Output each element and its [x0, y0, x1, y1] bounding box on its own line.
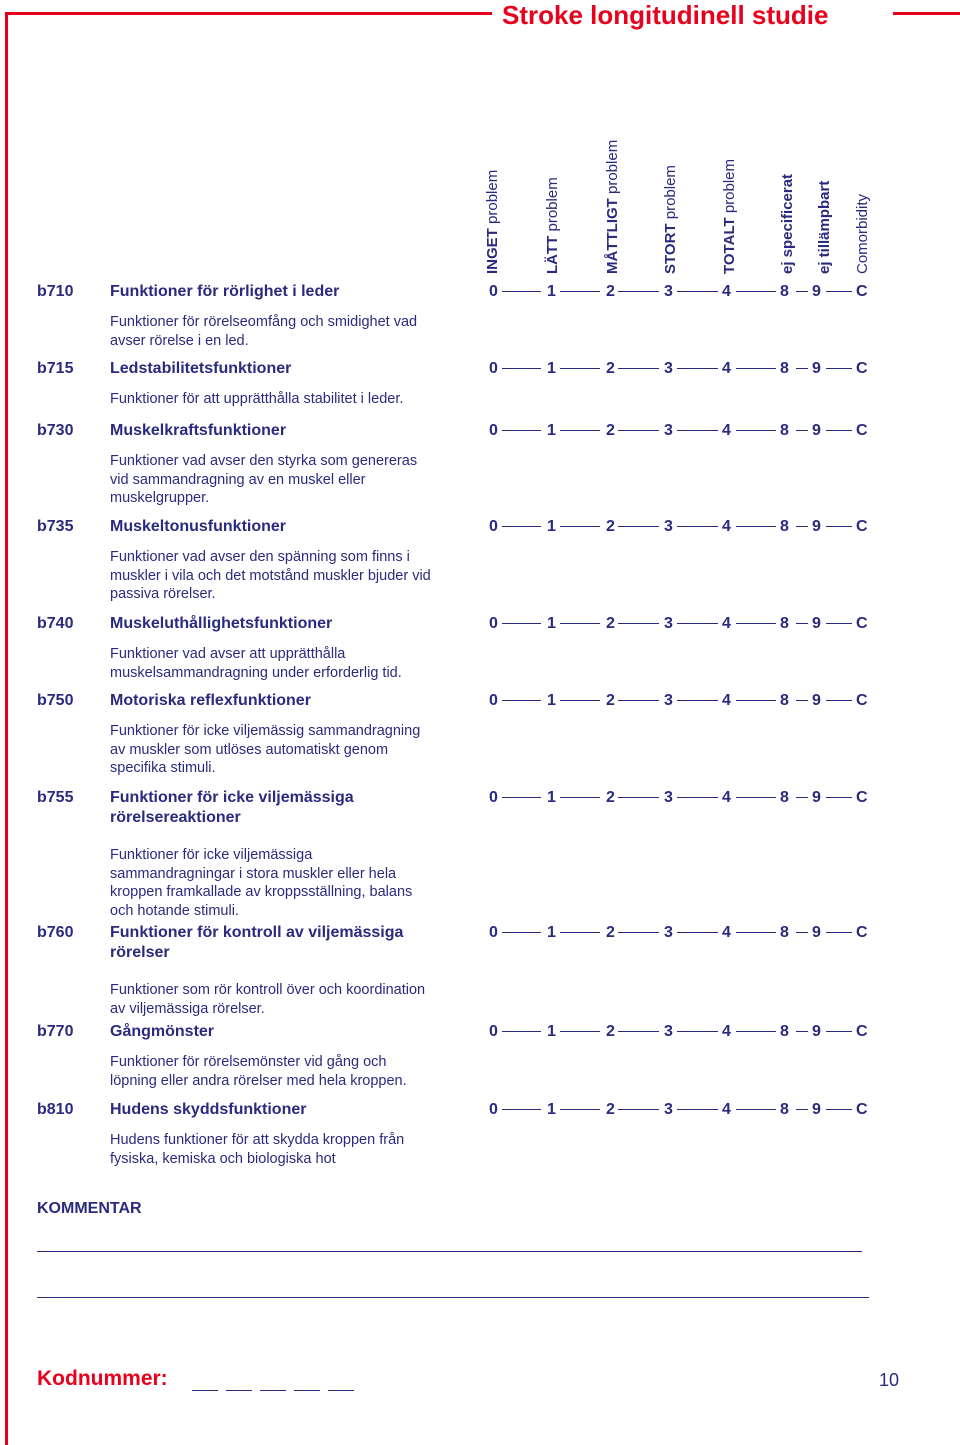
rating-scale: [0, 613, 868, 635]
code-number-blank-1[interactable]: [192, 1390, 218, 1391]
column-header-bold: STORT: [662, 223, 679, 274]
item-description: [110, 548, 470, 604]
rating-option[interactable]: 4: [722, 1101, 731, 1118]
scale-connector: [826, 623, 852, 624]
rating-option[interactable]: 9: [812, 1023, 821, 1040]
item-description-line: och hotande stimuli.: [110, 902, 239, 919]
scale-connector: [502, 368, 541, 369]
column-header-bold: ej specificerat: [779, 173, 796, 274]
column-header-rest: problem: [544, 177, 561, 236]
rating-scale: [0, 420, 868, 442]
rating-option[interactable]: 9: [812, 924, 821, 941]
scale-connector: [618, 1031, 659, 1032]
rating-option[interactable]: 0: [489, 283, 498, 300]
scale-connector: [826, 430, 852, 431]
rating-option[interactable]: 2: [606, 615, 615, 632]
scale-connector: [796, 700, 808, 701]
code-number-blank-2[interactable]: [226, 1390, 252, 1391]
rating-option[interactable]: 1: [547, 692, 556, 709]
rating-option[interactable]: 9: [812, 789, 821, 806]
rating-option[interactable]: 0: [489, 1023, 498, 1040]
rating-option[interactable]: 2: [606, 692, 615, 709]
column-header-bold: INGET: [484, 228, 501, 274]
code-number-blank-5[interactable]: [328, 1390, 354, 1391]
scale-connector: [826, 797, 852, 798]
rating-option[interactable]: 2: [606, 422, 615, 439]
scale-connector: [677, 526, 718, 527]
item-description-line: kroppen framkallade av kroppsställning, balans: [110, 884, 413, 900]
rating-option[interactable]: C: [856, 283, 868, 300]
item-description-line: passiva rörelser.: [110, 586, 216, 602]
scale-connector: [618, 1109, 659, 1110]
scale-connector: [826, 700, 852, 701]
rating-option[interactable]: 4: [722, 615, 731, 632]
rating-option[interactable]: 8: [780, 924, 789, 941]
item-code: b710: [37, 283, 74, 300]
rating-option[interactable]: C: [856, 789, 868, 806]
column-header-rest: problem: [604, 139, 621, 199]
rating-option[interactable]: 3: [664, 789, 673, 806]
rating-option[interactable]: 9: [812, 1101, 821, 1118]
item-description-line: Funktioner vad avser den spänning som finns i: [110, 549, 410, 565]
rating-option[interactable]: 3: [664, 518, 673, 535]
scale-connector: [736, 526, 776, 527]
rating-option[interactable]: 3: [664, 692, 673, 709]
rating-option[interactable]: 9: [812, 518, 821, 535]
rating-option[interactable]: 1: [547, 360, 556, 377]
scale-connector: [677, 368, 718, 369]
column-header: [778, 74, 798, 274]
rating-option[interactable]: 3: [664, 1101, 673, 1118]
rating-option[interactable]: 1: [547, 1101, 556, 1118]
rating-option[interactable]: C: [856, 692, 868, 709]
item-description: [110, 846, 470, 920]
comment-line-1[interactable]: [37, 1251, 862, 1252]
scale-connector: [618, 623, 659, 624]
item-description-line: muskelsammandragning under erforderlig tid.: [110, 664, 402, 681]
column-header: [603, 74, 623, 274]
item-description-line: Funktioner vad avser den styrka som genereras: [110, 453, 418, 469]
rating-scale: [0, 281, 868, 303]
column-header-rest: problem: [721, 158, 738, 218]
scale-connector: [736, 368, 776, 369]
rating-option[interactable]: 1: [547, 518, 556, 535]
frame-top-rule-right: [893, 12, 960, 15]
column-header-rest: problem: [484, 169, 501, 229]
rating-scale: [0, 690, 868, 712]
scale-connector: [502, 291, 541, 292]
item-code: b715: [37, 360, 74, 377]
rating-option[interactable]: 1: [547, 283, 556, 300]
item-description-line: löpning eller andra rörelser med hela kroppen.: [110, 1072, 407, 1089]
item-description-line: muskler i vila och det motstånd muskler bjuder vid: [110, 567, 431, 584]
rating-option[interactable]: 2: [606, 1101, 615, 1118]
scale-connector: [736, 932, 776, 933]
rating-scale: [0, 1021, 868, 1043]
column-header: [720, 74, 740, 274]
scale-connector: [826, 526, 852, 527]
rating-option[interactable]: 1: [547, 1023, 556, 1040]
item-description-line: vid sammandragning av en muskel eller: [110, 471, 366, 488]
item-code: b730: [37, 422, 74, 439]
item-code: b755: [37, 789, 74, 806]
rating-option[interactable]: 8: [780, 422, 789, 439]
scale-connector: [560, 700, 600, 701]
column-header: [815, 74, 835, 274]
rating-option[interactable]: 0: [489, 789, 498, 806]
item-description-line: Funktioner för rörelsemönster vid gång och: [110, 1054, 387, 1070]
rating-option[interactable]: 4: [722, 283, 731, 300]
column-header-rest: problem: [662, 165, 679, 224]
scale-connector: [618, 797, 659, 798]
rating-option[interactable]: 9: [812, 422, 821, 439]
item-code: b740: [37, 615, 74, 632]
rating-option[interactable]: C: [856, 615, 868, 632]
scale-connector: [560, 1109, 600, 1110]
code-number-label: Kodnummer:: [37, 1367, 168, 1390]
scale-connector: [677, 700, 718, 701]
rating-option[interactable]: 4: [722, 692, 731, 709]
rating-option[interactable]: 0: [489, 518, 498, 535]
rating-option[interactable]: 0: [489, 924, 498, 941]
scale-connector: [560, 291, 600, 292]
column-header-bold: TOTALT: [721, 217, 738, 274]
rating-option[interactable]: 8: [780, 692, 789, 709]
scale-connector: [560, 1031, 600, 1032]
scale-connector: [826, 932, 852, 933]
scale-connector: [560, 932, 600, 933]
rating-option[interactable]: 8: [780, 518, 789, 535]
column-header-bold: MÅTTLIGT: [604, 198, 621, 274]
item-code: b760: [37, 924, 74, 941]
scale-connector: [618, 430, 659, 431]
scale-connector: [796, 1109, 808, 1110]
rating-option[interactable]: 8: [780, 360, 789, 377]
rating-option[interactable]: 3: [664, 615, 673, 632]
scale-connector: [796, 368, 808, 369]
item-title: Funktioner för icke viljemässiga rörelsereaktioner: [110, 789, 354, 826]
comment-line-2[interactable]: [37, 1297, 869, 1298]
item-description-line: fysiska, kemiska och biologiska hot: [110, 1150, 336, 1167]
item-description: [110, 722, 470, 778]
rating-option[interactable]: 1: [547, 615, 556, 632]
scale-connector: [502, 1031, 541, 1032]
column-header: [543, 74, 563, 274]
rating-option[interactable]: 2: [606, 360, 615, 377]
rating-scale: [0, 922, 868, 944]
scale-connector: [736, 1109, 776, 1110]
item-title: Funktioner för kontroll av viljemässiga rörelser: [110, 924, 404, 961]
rating-option[interactable]: 8: [780, 283, 789, 300]
rating-option[interactable]: 2: [606, 518, 615, 535]
item-description: [110, 390, 470, 409]
code-number-blank-3[interactable]: [260, 1390, 286, 1391]
rating-option[interactable]: 1: [547, 422, 556, 439]
scale-connector: [677, 430, 718, 431]
scale-connector: [502, 797, 541, 798]
page-title: Stroke longitudinell studie: [502, 0, 829, 30]
rating-option[interactable]: C: [856, 518, 868, 535]
scale-connector: [826, 368, 852, 369]
rating-option[interactable]: C: [856, 924, 868, 941]
rating-option[interactable]: 3: [664, 283, 673, 300]
rating-option[interactable]: 2: [606, 1023, 615, 1040]
item-description: [110, 313, 470, 350]
scale-connector: [736, 700, 776, 701]
scale-connector: [796, 430, 808, 431]
item-description: [110, 452, 470, 508]
rating-option[interactable]: 2: [606, 789, 615, 806]
rating-option[interactable]: 9: [812, 615, 821, 632]
column-header: [661, 74, 681, 274]
rating-option[interactable]: 0: [489, 615, 498, 632]
item-description-line: muskelgrupper.: [110, 490, 210, 506]
item-title: Funktioner för rörlighet i leder: [110, 283, 340, 300]
rating-option[interactable]: 4: [722, 422, 731, 439]
item-title: Gångmönster: [110, 1023, 215, 1040]
rating-option[interactable]: 2: [606, 924, 615, 941]
rating-option[interactable]: 8: [780, 1101, 789, 1118]
item-title: Muskeluthållighetsfunktioner: [110, 615, 333, 632]
rating-option[interactable]: 9: [812, 360, 821, 377]
scale-connector: [560, 797, 600, 798]
scale-connector: [736, 623, 776, 624]
item-description-line: Funktioner som rör kontroll över och koordination: [110, 982, 426, 998]
rating-option[interactable]: 9: [812, 692, 821, 709]
rating-option[interactable]: 1: [547, 924, 556, 941]
item-title: Ledstabilitetsfunktioner: [110, 360, 292, 377]
scale-connector: [502, 526, 541, 527]
scale-connector: [502, 700, 541, 701]
rating-option[interactable]: 2: [606, 283, 615, 300]
scale-connector: [736, 797, 776, 798]
rating-option[interactable]: 1: [547, 789, 556, 806]
item-title: Muskeltonusfunktioner: [110, 518, 287, 535]
rating-option[interactable]: 4: [722, 360, 731, 377]
scale-connector: [736, 1031, 776, 1032]
scale-connector: [826, 1109, 852, 1110]
rating-option[interactable]: 3: [664, 1023, 673, 1040]
scale-connector: [618, 526, 659, 527]
item-description-line: Funktioner för rörelseomfång och smidighet vad: [110, 314, 418, 330]
rating-option[interactable]: 8: [780, 1023, 789, 1040]
column-header: [853, 74, 873, 274]
scale-connector: [560, 430, 600, 431]
item-code: b770: [37, 1023, 74, 1040]
item-description-line: av viljemässiga rörelser.: [110, 1000, 265, 1017]
column-header-bold: ej tillämpbart: [816, 180, 833, 274]
rating-scale: [0, 516, 868, 538]
column-header: [483, 74, 503, 274]
frame-top-rule-left: [5, 12, 492, 15]
scale-connector: [826, 1031, 852, 1032]
item-description-line: Funktioner för icke viljemässiga: [110, 847, 313, 863]
scale-connector: [796, 1031, 808, 1032]
scale-connector: [502, 430, 541, 431]
rating-option[interactable]: 4: [722, 518, 731, 535]
scale-connector: [502, 623, 541, 624]
item-title: Hudens skyddsfunktioner: [110, 1101, 307, 1118]
scale-connector: [560, 623, 600, 624]
rating-option[interactable]: 8: [780, 789, 789, 806]
scale-connector: [677, 932, 718, 933]
item-title: Muskelkraftsfunktioner: [110, 422, 287, 439]
item-description: [110, 645, 470, 682]
scale-connector: [677, 1031, 718, 1032]
rating-option[interactable]: 4: [722, 1023, 731, 1040]
rating-option[interactable]: C: [856, 422, 868, 439]
rating-option[interactable]: 0: [489, 692, 498, 709]
item-description-line: avser rörelse i en led.: [110, 332, 249, 349]
scale-connector: [618, 368, 659, 369]
item-description-line: Funktioner vad avser att upprätthålla: [110, 646, 346, 662]
item-description: [110, 1053, 470, 1090]
rating-scale: [0, 787, 868, 809]
rating-option[interactable]: C: [856, 1101, 868, 1118]
scale-connector: [736, 291, 776, 292]
item-description-line: Funktioner för icke viljemässig sammandragning: [110, 723, 421, 739]
code-number-blank-4[interactable]: [294, 1390, 320, 1391]
column-header-rest: Comorbidity: [854, 193, 871, 274]
item-description-line: Hudens funktioner för att skydda kroppen från: [110, 1132, 405, 1148]
scale-connector: [618, 700, 659, 701]
rating-option[interactable]: C: [856, 360, 868, 377]
page-number: 10: [879, 1370, 900, 1390]
scale-connector: [796, 291, 808, 292]
item-description-line: specifika stimuli.: [110, 760, 216, 776]
scale-connector: [796, 623, 808, 624]
rating-option[interactable]: 4: [722, 789, 731, 806]
rating-option[interactable]: 0: [489, 422, 498, 439]
rating-option[interactable]: 8: [780, 615, 789, 632]
rating-option[interactable]: C: [856, 1023, 868, 1040]
rating-option[interactable]: 3: [664, 422, 673, 439]
frame-left-rule: [5, 12, 8, 1445]
column-header-bold: LÄTT: [544, 235, 561, 274]
scale-connector: [502, 932, 541, 933]
scale-connector: [560, 526, 600, 527]
scale-connector: [796, 526, 808, 527]
rating-option[interactable]: 9: [812, 283, 821, 300]
item-description-line: Funktioner för att upprätthålla stabilitet i leder.: [110, 391, 404, 407]
item-title: Motoriska reflexfunktioner: [110, 692, 311, 709]
item-description-line: sammandragningar i stora muskler eller hela: [110, 865, 397, 882]
item-code: b750: [37, 692, 74, 709]
scale-connector: [677, 797, 718, 798]
comment-label: KOMMENTAR: [37, 1200, 142, 1217]
scale-connector: [736, 430, 776, 431]
scale-connector: [826, 291, 852, 292]
item-code: b810: [37, 1101, 74, 1118]
rating-option[interactable]: 3: [664, 924, 673, 941]
item-description-line: av muskler som utlöses automatiskt genom: [110, 741, 389, 758]
rating-option[interactable]: 3: [664, 360, 673, 377]
scale-connector: [677, 291, 718, 292]
rating-option[interactable]: 0: [489, 360, 498, 377]
rating-option[interactable]: 4: [722, 924, 731, 941]
scale-connector: [796, 932, 808, 933]
scale-connector: [560, 368, 600, 369]
item-description: [110, 1131, 470, 1168]
scale-connector: [677, 1109, 718, 1110]
item-code: b735: [37, 518, 74, 535]
rating-option[interactable]: 0: [489, 1101, 498, 1118]
rating-scale: [0, 1099, 868, 1121]
scale-connector: [502, 1109, 541, 1110]
item-description: [110, 981, 470, 1018]
scale-connector: [677, 623, 718, 624]
scale-connector: [796, 797, 808, 798]
scale-connector: [618, 932, 659, 933]
rating-scale: [0, 358, 868, 380]
scale-connector: [618, 291, 659, 292]
